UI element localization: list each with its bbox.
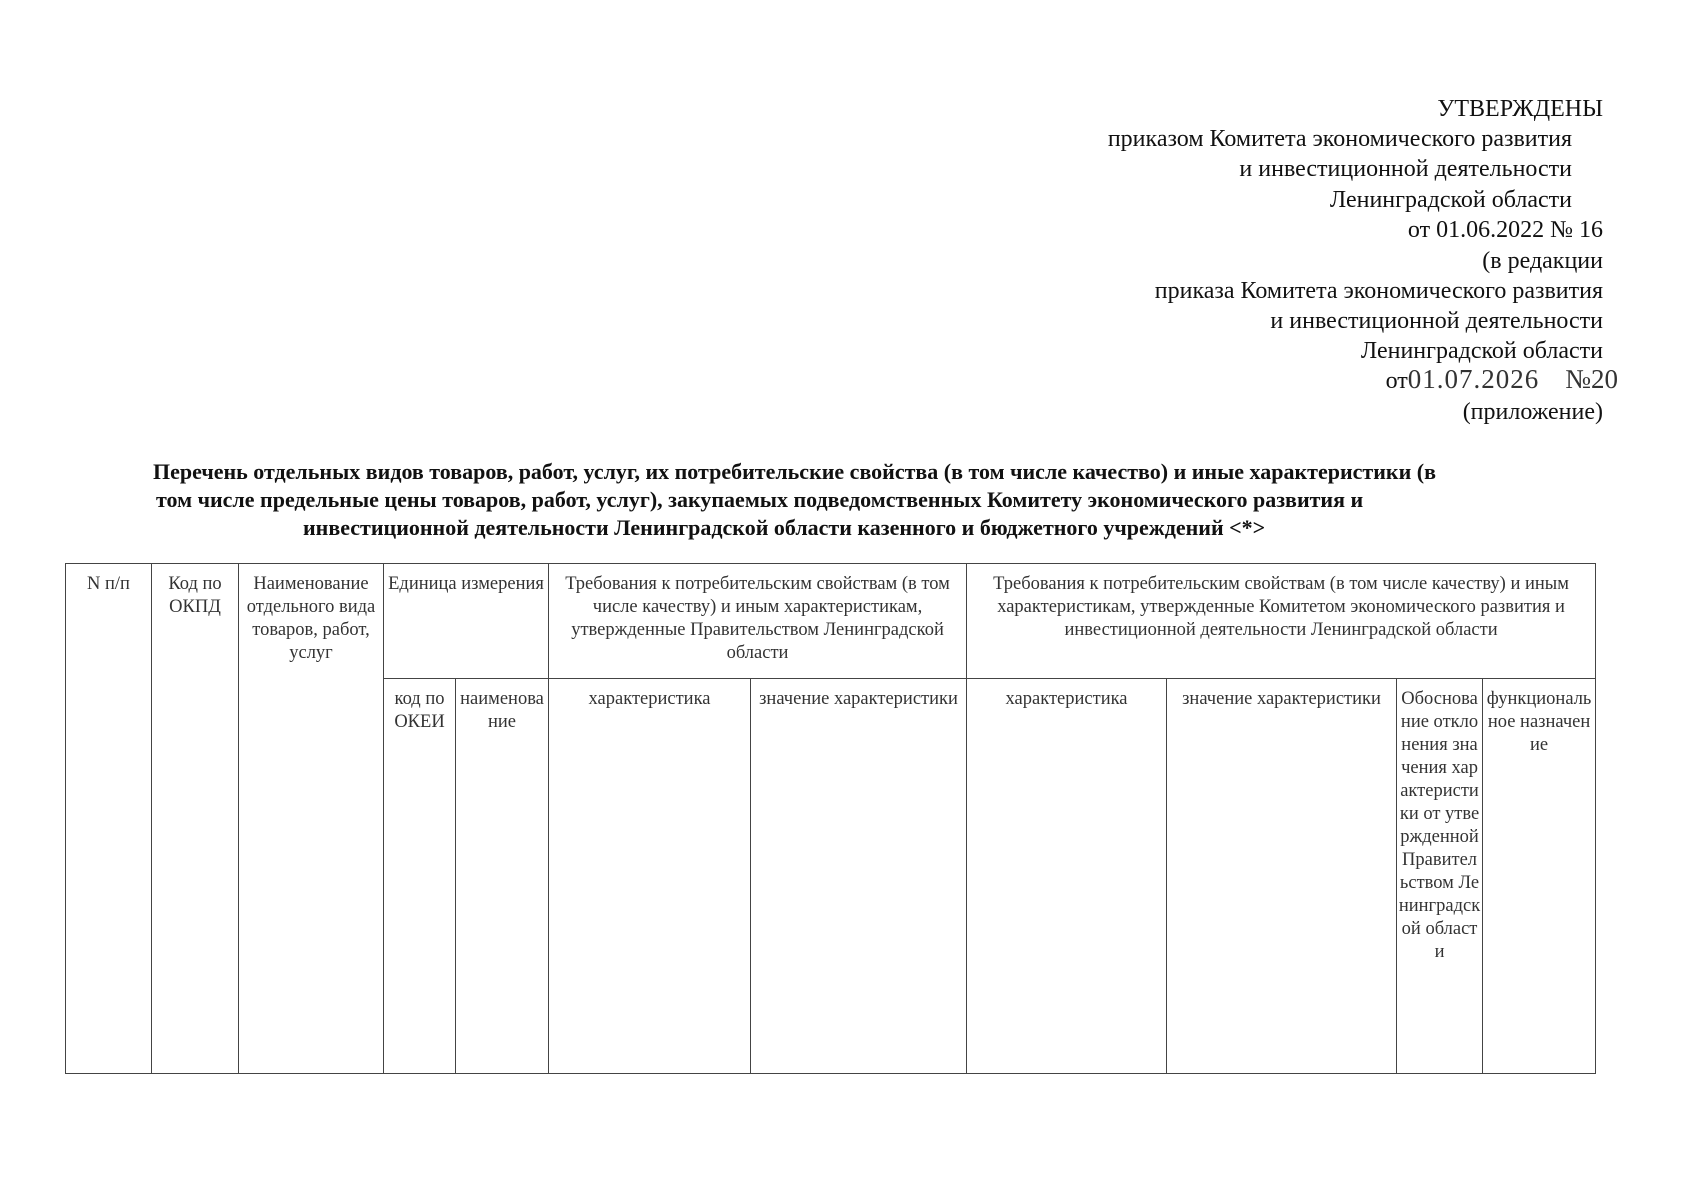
revision-number-value: №20 [1565, 364, 1618, 394]
col-header-committee-value: значение характеристики [1167, 679, 1397, 1074]
col-header-gov-characteristic: характеристика [549, 679, 751, 1074]
approval-line-order: приказом Комитета экономического развития [1107, 126, 1572, 152]
col-header-gov-value: значение характеристики [751, 679, 967, 1074]
approval-line-region: Ленинградской области [1329, 187, 1572, 213]
revision-line-activity: и инвестиционной деятельности [1270, 308, 1603, 334]
col-header-deviation-justification: Обоснование отклонения значения характеристики от утвержденной Правительством Ленинградской области [1397, 679, 1483, 1074]
document-title-line: инвестиционной деятельности Ленинградской области казенного и бюджетного учреждений <*> [303, 515, 1266, 540]
revision-line-order: приказа Комитета экономического развития [1154, 278, 1603, 304]
col-header-okpd: Код по ОКПД [152, 564, 239, 1074]
document-title [140, 458, 1600, 542]
col-header-item-name: Наименование отдельного вида товаров, работ, услуг [239, 564, 384, 1074]
col-header-committee-requirements: Требования к потребительским свойствам (в том числе качеству) и иным характеристикам, утвержденные Комитетом экономического развития и инвестиционной деятельности Ленинградской области [967, 564, 1596, 679]
col-header-gov-requirements: Требования к потребительским свойствам (в том числе качеству) и иным характеристикам, утвержденные Правительством Ленинградской области [549, 564, 967, 679]
date-prefix: от [1385, 368, 1408, 394]
revision-line-region: Ленинградской области [1360, 338, 1603, 364]
revision-line: (в редакции [1482, 248, 1603, 274]
revision-date-value: 01.07.2026 [1407, 364, 1540, 394]
approval-line-date: от 01.06.2022 № 16 [1407, 217, 1603, 243]
attachment-label: (приложение) [1462, 399, 1603, 425]
requirements-table [65, 563, 1596, 1074]
approval-line-activity: и инвестиционной деятельности [1239, 156, 1572, 182]
col-header-number: N п/п [66, 564, 152, 1074]
col-header-committee-characteristic: характеристика [967, 679, 1167, 1074]
table-header-row [66, 564, 1596, 679]
approval-stamp: УТВЕРЖДЕНЫ [1437, 96, 1603, 122]
approval-block [0, 0, 1698, 440]
col-header-okei-code: код по ОКЕИ [384, 679, 456, 1074]
col-header-unit-name: наименование [456, 679, 549, 1074]
document-title-line: том числе предельные цены товаров, работ, услуг), закупаемых подведомственных Комитету экономического развития и [156, 487, 1364, 512]
revision-date-line [1386, 365, 1618, 395]
col-header-function: функциональное назначение [1483, 679, 1596, 1074]
col-header-unit: Единица измерения [384, 564, 549, 679]
document-title-line: Перечень отдельных видов товаров, работ, услуг, их потребительские свойства (в том числе качество) и иные характеристики (в [153, 459, 1436, 484]
